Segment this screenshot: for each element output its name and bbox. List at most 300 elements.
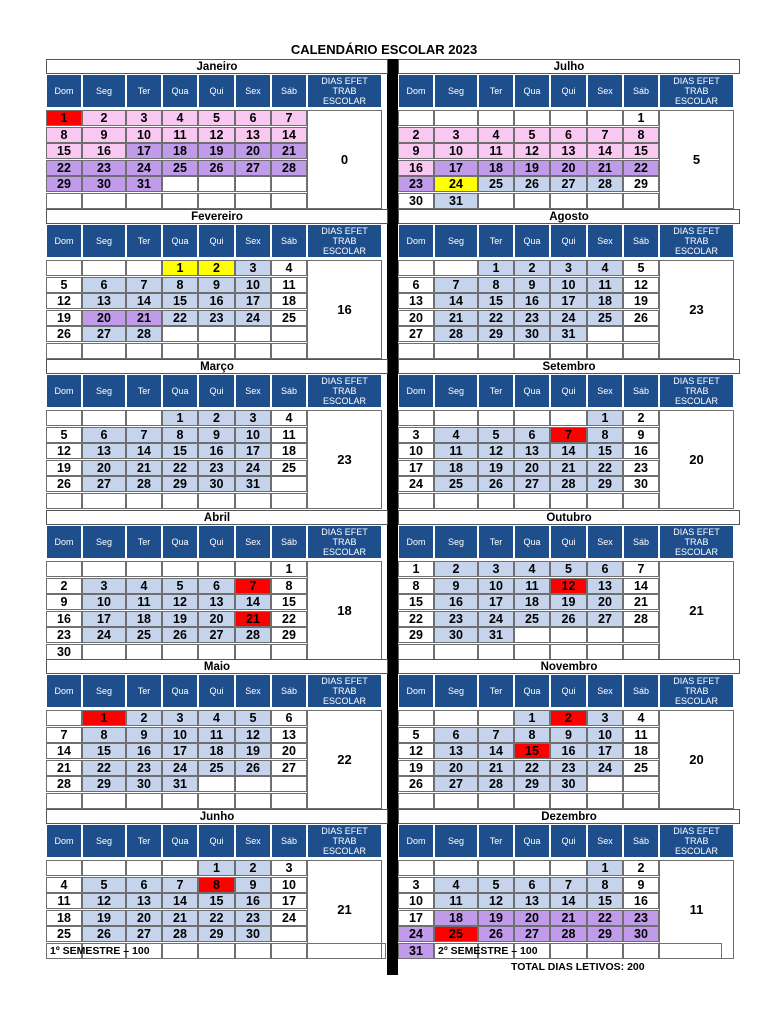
empty-day-cell xyxy=(550,410,587,426)
day-cell: 17 xyxy=(82,611,126,627)
day-cell: 15 xyxy=(623,143,659,159)
days-worked-header: DIAS EFET TRAB ESCOLAR xyxy=(307,224,382,258)
day-cell: 26 xyxy=(478,926,514,942)
empty-day-cell xyxy=(126,493,162,509)
day-cell: 20 xyxy=(398,310,434,326)
empty-day-cell xyxy=(398,644,434,660)
empty-day-cell xyxy=(398,410,434,426)
empty-day-cell xyxy=(46,343,82,359)
empty-day-cell xyxy=(271,493,307,509)
day-cell: 19 xyxy=(398,760,434,776)
day-cell: 7 xyxy=(434,277,478,293)
empty-day-cell xyxy=(235,561,271,577)
days-worked-header: DIAS EFET TRAB ESCOLAR xyxy=(307,674,382,708)
day-cell: 6 xyxy=(587,561,623,577)
day-cell: 18 xyxy=(126,611,162,627)
day-cell: 20 xyxy=(434,760,478,776)
day-cell: 13 xyxy=(514,443,550,459)
day-cell: 21 xyxy=(162,910,198,926)
day-cell: 2 xyxy=(82,110,126,126)
day-cell: 15 xyxy=(46,143,82,159)
day-cell: 3 xyxy=(271,860,307,876)
weekday-header: Seg xyxy=(82,374,126,408)
empty-day-cell xyxy=(623,343,659,359)
day-cell: 16 xyxy=(398,160,434,176)
empty-day-cell xyxy=(398,343,434,359)
day-cell: 18 xyxy=(198,743,235,759)
empty-day-cell xyxy=(434,860,478,876)
day-cell: 26 xyxy=(623,310,659,326)
day-cell: 25 xyxy=(434,476,478,492)
day-cell: 21 xyxy=(126,310,162,326)
weekday-header: Dom xyxy=(398,224,434,258)
weekday-header: Seg xyxy=(434,525,478,559)
day-cell: 9 xyxy=(623,877,659,893)
day-cell: 28 xyxy=(550,926,587,942)
day-cell: 26 xyxy=(198,160,235,176)
day-cell: 21 xyxy=(587,160,623,176)
day-cell: 13 xyxy=(235,127,271,143)
empty-day-cell xyxy=(162,176,198,192)
day-cell: 23 xyxy=(623,910,659,926)
day-cell: 5 xyxy=(398,727,434,743)
day-cell: 30 xyxy=(623,476,659,492)
day-cell: 11 xyxy=(46,893,82,909)
empty-day-cell xyxy=(235,776,271,792)
day-cell: 4 xyxy=(162,110,198,126)
day-cell: 15 xyxy=(162,443,198,459)
empty-day-cell xyxy=(235,343,271,359)
day-cell: 31 xyxy=(162,776,198,792)
day-cell: 3 xyxy=(162,710,198,726)
day-cell: 20 xyxy=(126,910,162,926)
day-cell: 3 xyxy=(235,410,271,426)
days-worked-header: DIAS EFET TRAB ESCOLAR xyxy=(307,374,382,408)
day-cell: 6 xyxy=(198,578,235,594)
day-cell: 18 xyxy=(434,910,478,926)
day-cell: 12 xyxy=(82,893,126,909)
day-cell: 28 xyxy=(46,776,82,792)
weekday-header: Qui xyxy=(198,525,235,559)
semester-1-total: 1º SEMESTRE – 100 xyxy=(46,943,386,959)
day-cell: 13 xyxy=(271,727,307,743)
day-cell: 20 xyxy=(82,310,126,326)
empty-day-cell xyxy=(82,860,126,876)
empty-day-cell xyxy=(198,326,235,342)
empty-day-cell xyxy=(126,343,162,359)
empty-day-cell xyxy=(46,493,82,509)
empty-day-cell xyxy=(514,860,550,876)
weekday-header: Sáb xyxy=(623,674,659,708)
empty-day-cell xyxy=(235,193,271,209)
empty-day-cell xyxy=(126,644,162,660)
day-cell: 28 xyxy=(623,611,659,627)
days-worked-header: DIAS EFET TRAB ESCOLAR xyxy=(307,525,382,559)
day-cell: 9 xyxy=(46,594,82,610)
empty-day-cell xyxy=(514,627,550,643)
day-cell: 16 xyxy=(126,743,162,759)
weekday-header: Sáb xyxy=(623,374,659,408)
day-cell: 24 xyxy=(235,310,271,326)
day-cell: 16 xyxy=(550,743,587,759)
day-cell: 26 xyxy=(46,326,82,342)
day-cell: 24 xyxy=(271,910,307,926)
empty-day-cell xyxy=(271,176,307,192)
empty-day-cell xyxy=(587,644,623,660)
day-cell: 15 xyxy=(271,594,307,610)
empty-day-cell xyxy=(478,644,514,660)
empty-day-cell xyxy=(271,343,307,359)
day-cell: 3 xyxy=(82,578,126,594)
day-cell: 21 xyxy=(271,143,307,159)
weekday-header: Ter xyxy=(478,674,514,708)
empty-day-cell xyxy=(587,193,623,209)
day-cell: 8 xyxy=(198,877,235,893)
day-cell: 2 xyxy=(434,561,478,577)
day-cell: 24 xyxy=(162,760,198,776)
weekday-header: Seg xyxy=(434,74,478,108)
days-worked-header: DIAS EFET TRAB ESCOLAR xyxy=(659,224,734,258)
days-worked-value: 0 xyxy=(307,110,382,209)
weekday-header: Qui xyxy=(550,374,587,408)
day-cell: 4 xyxy=(587,260,623,276)
day-cell: 9 xyxy=(198,427,235,443)
day-cell: 26 xyxy=(46,476,82,492)
empty-day-cell xyxy=(271,476,307,492)
day-cell: 22 xyxy=(514,760,550,776)
weekday-header: Sáb xyxy=(623,224,659,258)
weekday-header: Sex xyxy=(587,674,623,708)
empty-day-cell xyxy=(514,410,550,426)
day-cell: 24 xyxy=(478,611,514,627)
day-cell: 27 xyxy=(514,476,550,492)
day-cell: 22 xyxy=(398,611,434,627)
day-cell: 18 xyxy=(587,293,623,309)
empty-day-cell xyxy=(126,860,162,876)
day-cell: 5 xyxy=(478,427,514,443)
day-cell: 26 xyxy=(478,476,514,492)
weekday-header: Ter xyxy=(126,224,162,258)
day-cell: 23 xyxy=(198,460,235,476)
day-cell: 30 xyxy=(235,926,271,942)
weekday-header: Sáb xyxy=(271,824,307,858)
empty-day-cell xyxy=(198,343,235,359)
empty-day-cell xyxy=(550,627,587,643)
empty-day-cell xyxy=(478,493,514,509)
day-cell: 11 xyxy=(434,443,478,459)
day-cell: 20 xyxy=(271,743,307,759)
weekday-header: Sex xyxy=(235,525,271,559)
day-cell: 16 xyxy=(82,143,126,159)
empty-day-cell xyxy=(550,860,587,876)
day-cell: 24 xyxy=(398,476,434,492)
empty-day-cell xyxy=(82,260,126,276)
day-cell: 7 xyxy=(126,277,162,293)
day-cell: 25 xyxy=(162,160,198,176)
empty-day-cell xyxy=(550,644,587,660)
day-cell: 31 xyxy=(398,943,434,959)
day-cell: 13 xyxy=(126,893,162,909)
days-worked-value: 5 xyxy=(659,110,734,209)
weekday-header: Qua xyxy=(162,74,198,108)
day-cell: 11 xyxy=(434,893,478,909)
empty-day-cell xyxy=(198,493,235,509)
day-cell: 30 xyxy=(623,926,659,942)
days-worked-value: 23 xyxy=(307,410,382,509)
day-cell: 30 xyxy=(126,776,162,792)
day-cell: 27 xyxy=(82,326,126,342)
month-name: Outubro xyxy=(398,510,740,525)
day-cell: 9 xyxy=(434,578,478,594)
weekday-header: Qui xyxy=(550,525,587,559)
empty-day-cell xyxy=(198,561,235,577)
day-cell: 2 xyxy=(198,260,235,276)
day-cell: 28 xyxy=(550,476,587,492)
days-worked-header: DIAS EFET TRAB ESCOLAR xyxy=(307,824,382,858)
weekday-header: Qui xyxy=(550,74,587,108)
day-cell: 28 xyxy=(126,476,162,492)
day-cell: 3 xyxy=(550,260,587,276)
empty-day-cell xyxy=(198,176,235,192)
weekday-header: Sáb xyxy=(271,74,307,108)
day-cell: 6 xyxy=(82,277,126,293)
day-cell: 17 xyxy=(162,743,198,759)
day-cell: 13 xyxy=(434,743,478,759)
day-cell: 14 xyxy=(550,443,587,459)
day-cell: 16 xyxy=(514,293,550,309)
day-cell: 12 xyxy=(46,443,82,459)
weekday-header: Sáb xyxy=(271,374,307,408)
day-cell: 15 xyxy=(478,293,514,309)
day-cell: 22 xyxy=(587,910,623,926)
day-cell: 17 xyxy=(235,293,271,309)
day-cell: 5 xyxy=(235,710,271,726)
empty-day-cell xyxy=(198,644,235,660)
empty-day-cell xyxy=(587,326,623,342)
day-cell: 10 xyxy=(398,893,434,909)
day-cell: 18 xyxy=(434,460,478,476)
day-cell: 15 xyxy=(398,594,434,610)
day-cell: 25 xyxy=(198,760,235,776)
day-cell: 28 xyxy=(478,776,514,792)
day-cell: 25 xyxy=(587,310,623,326)
empty-day-cell xyxy=(623,644,659,660)
empty-day-cell xyxy=(434,410,478,426)
day-cell: 4 xyxy=(126,578,162,594)
empty-day-cell xyxy=(550,793,587,809)
day-cell: 12 xyxy=(198,127,235,143)
day-cell: 12 xyxy=(550,578,587,594)
empty-day-cell xyxy=(198,193,235,209)
empty-day-cell xyxy=(434,710,478,726)
day-cell: 19 xyxy=(478,910,514,926)
day-cell: 16 xyxy=(623,443,659,459)
day-cell: 2 xyxy=(623,860,659,876)
day-cell: 10 xyxy=(587,727,623,743)
days-worked-value: 22 xyxy=(307,710,382,809)
empty-day-cell xyxy=(82,343,126,359)
days-worked-value: 23 xyxy=(659,260,734,359)
day-cell: 23 xyxy=(235,910,271,926)
day-cell: 13 xyxy=(587,578,623,594)
day-cell: 31 xyxy=(550,326,587,342)
day-cell: 21 xyxy=(235,611,271,627)
day-cell: 24 xyxy=(434,176,478,192)
day-cell: 30 xyxy=(514,326,550,342)
day-cell: 16 xyxy=(198,443,235,459)
day-cell: 9 xyxy=(235,877,271,893)
day-cell: 7 xyxy=(478,727,514,743)
day-cell: 19 xyxy=(550,594,587,610)
day-cell: 28 xyxy=(434,326,478,342)
empty-day-cell xyxy=(235,493,271,509)
empty-day-cell xyxy=(434,793,478,809)
empty-day-cell xyxy=(398,860,434,876)
day-cell: 22 xyxy=(162,460,198,476)
weekday-header: Ter xyxy=(126,525,162,559)
day-cell: 9 xyxy=(514,277,550,293)
day-cell: 21 xyxy=(434,310,478,326)
day-cell: 9 xyxy=(82,127,126,143)
day-cell: 11 xyxy=(587,277,623,293)
day-cell: 11 xyxy=(162,127,198,143)
day-cell: 30 xyxy=(398,193,434,209)
day-cell: 14 xyxy=(550,893,587,909)
day-cell: 29 xyxy=(623,176,659,192)
weekday-header: Qui xyxy=(198,224,235,258)
day-cell: 4 xyxy=(514,561,550,577)
day-cell: 4 xyxy=(271,410,307,426)
day-cell: 21 xyxy=(550,910,587,926)
day-cell: 12 xyxy=(478,893,514,909)
empty-day-cell xyxy=(235,644,271,660)
day-cell: 14 xyxy=(126,443,162,459)
day-cell: 8 xyxy=(587,427,623,443)
day-cell: 8 xyxy=(271,578,307,594)
empty-day-cell xyxy=(434,644,478,660)
day-cell: 25 xyxy=(46,926,82,942)
day-cell: 18 xyxy=(162,143,198,159)
day-cell: 4 xyxy=(434,427,478,443)
day-cell: 8 xyxy=(478,277,514,293)
empty-day-cell xyxy=(478,793,514,809)
day-cell: 26 xyxy=(235,760,271,776)
day-cell: 11 xyxy=(126,594,162,610)
empty-day-cell xyxy=(271,326,307,342)
day-cell: 16 xyxy=(434,594,478,610)
day-cell: 5 xyxy=(82,877,126,893)
day-cell: 8 xyxy=(82,727,126,743)
day-cell: 27 xyxy=(434,776,478,792)
day-cell: 24 xyxy=(126,160,162,176)
day-cell: 7 xyxy=(550,877,587,893)
day-cell: 1 xyxy=(82,710,126,726)
day-cell: 6 xyxy=(550,127,587,143)
day-cell: 7 xyxy=(550,427,587,443)
day-cell: 31 xyxy=(235,476,271,492)
weekday-header: Ter xyxy=(126,374,162,408)
day-cell: 27 xyxy=(126,926,162,942)
day-cell: 15 xyxy=(198,893,235,909)
weekday-header: Ter xyxy=(478,824,514,858)
day-cell: 28 xyxy=(587,176,623,192)
empty-day-cell xyxy=(271,644,307,660)
day-cell: 22 xyxy=(271,611,307,627)
day-cell: 18 xyxy=(46,910,82,926)
empty-day-cell xyxy=(198,793,235,809)
empty-day-cell xyxy=(478,110,514,126)
day-cell: 1 xyxy=(587,860,623,876)
day-cell: 23 xyxy=(398,176,434,192)
day-cell: 4 xyxy=(434,877,478,893)
empty-day-cell xyxy=(126,193,162,209)
weekday-header: Sex xyxy=(587,224,623,258)
empty-day-cell xyxy=(162,644,198,660)
day-cell: 24 xyxy=(398,926,434,942)
day-cell: 14 xyxy=(623,578,659,594)
day-cell: 9 xyxy=(623,427,659,443)
days-worked-value: 21 xyxy=(659,561,734,660)
day-cell: 8 xyxy=(623,127,659,143)
day-cell: 14 xyxy=(46,743,82,759)
days-worked-header: DIAS EFET TRAB ESCOLAR xyxy=(659,525,734,559)
weekday-header: Dom xyxy=(398,674,434,708)
day-cell: 27 xyxy=(550,176,587,192)
day-cell: 7 xyxy=(46,727,82,743)
weekday-header: Ter xyxy=(478,525,514,559)
weekday-header: Qua xyxy=(514,74,550,108)
day-cell: 14 xyxy=(271,127,307,143)
weekday-header: Sáb xyxy=(623,74,659,108)
day-cell: 12 xyxy=(514,143,550,159)
empty-day-cell xyxy=(271,926,307,942)
days-worked-value: 21 xyxy=(307,860,382,959)
weekday-header: Sex xyxy=(587,824,623,858)
day-cell: 2 xyxy=(398,127,434,143)
weekday-header: Qui xyxy=(550,224,587,258)
day-cell: 10 xyxy=(162,727,198,743)
day-cell: 28 xyxy=(235,627,271,643)
days-worked-value: 20 xyxy=(659,710,734,809)
days-worked-header: DIAS EFET TRAB ESCOLAR xyxy=(659,674,734,708)
empty-day-cell xyxy=(82,410,126,426)
day-cell: 6 xyxy=(514,877,550,893)
empty-day-cell xyxy=(46,793,82,809)
day-cell: 10 xyxy=(126,127,162,143)
weekday-header: Ter xyxy=(478,224,514,258)
day-cell: 24 xyxy=(550,310,587,326)
empty-day-cell xyxy=(550,343,587,359)
day-cell: 1 xyxy=(623,110,659,126)
day-cell: 6 xyxy=(434,727,478,743)
weekday-header: Qua xyxy=(162,525,198,559)
month-name: Janeiro xyxy=(46,59,388,74)
month-name: Agosto xyxy=(398,209,740,224)
day-cell: 30 xyxy=(434,627,478,643)
day-cell: 30 xyxy=(198,476,235,492)
empty-day-cell xyxy=(587,343,623,359)
day-cell: 30 xyxy=(82,176,126,192)
weekday-header: Qui xyxy=(198,374,235,408)
empty-day-cell xyxy=(514,110,550,126)
day-cell: 9 xyxy=(398,143,434,159)
day-cell: 11 xyxy=(623,727,659,743)
empty-day-cell xyxy=(514,793,550,809)
day-cell: 3 xyxy=(434,127,478,143)
day-cell: 24 xyxy=(82,627,126,643)
empty-day-cell xyxy=(478,410,514,426)
weekday-header: Qua xyxy=(162,374,198,408)
